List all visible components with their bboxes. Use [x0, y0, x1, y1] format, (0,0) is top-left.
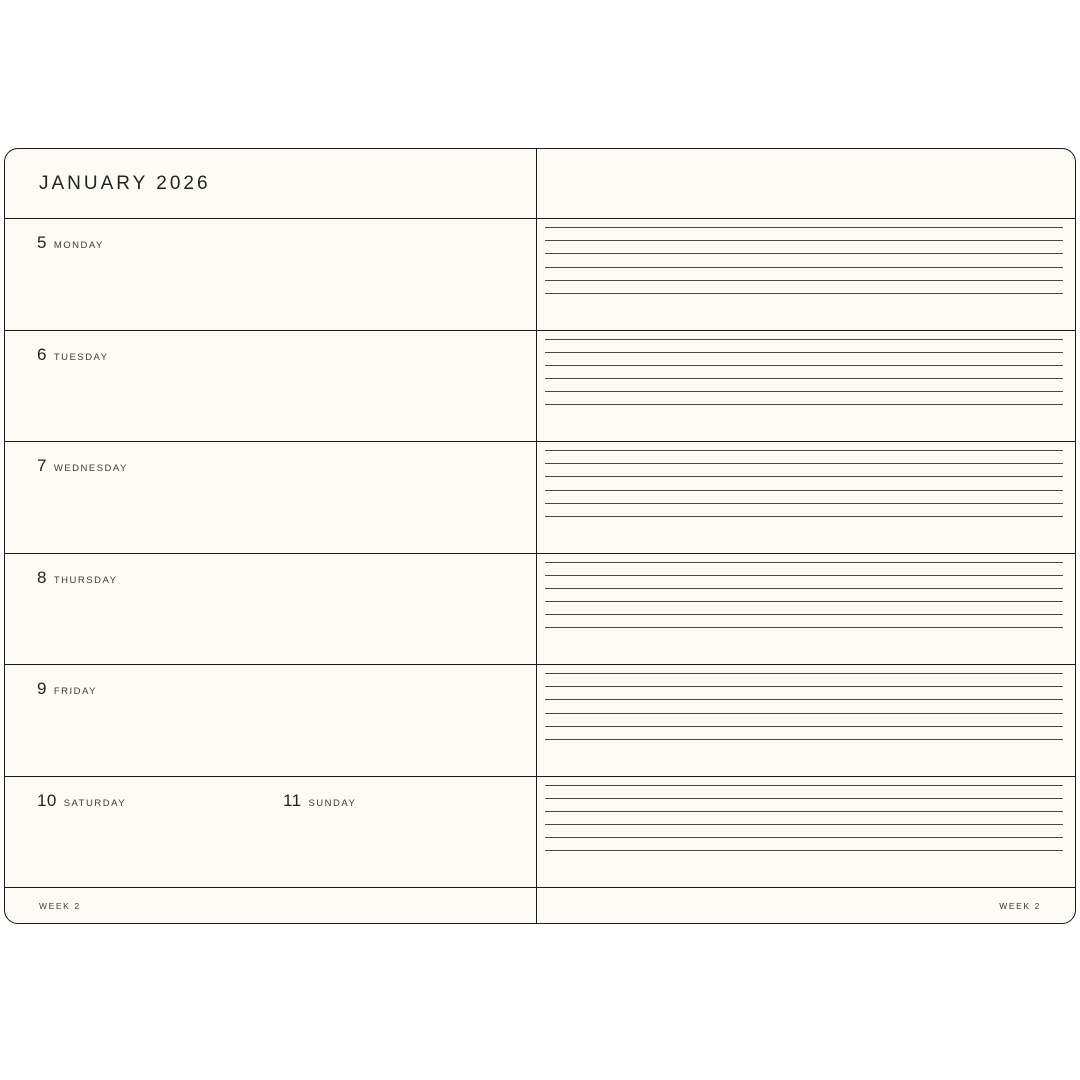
planner-spread: [4, 148, 1076, 924]
rule-line: [545, 811, 1063, 812]
day-rows: [5, 219, 536, 887]
rule-line: [545, 562, 1063, 563]
notes-block[interactable]: [537, 219, 1075, 331]
day-name: TUESDAY: [53, 351, 109, 363]
rule-line: [545, 352, 1063, 353]
page-title: JANUARY 2026: [39, 172, 211, 194]
rule-line: [545, 503, 1063, 504]
day-number: 6: [37, 344, 47, 364]
day-number: 9: [37, 679, 47, 698]
notes-block[interactable]: [537, 554, 1075, 666]
day-heading: [37, 791, 126, 811]
week-label: WEEK 2: [999, 900, 1041, 911]
month-header: [5, 149, 536, 219]
notes-block[interactable]: [537, 331, 1075, 443]
day-name: SUNDAY: [308, 797, 357, 809]
day-heading: [37, 233, 104, 253]
rule-line: [545, 293, 1063, 294]
rule-line: [545, 516, 1063, 517]
rule-line: [545, 490, 1063, 491]
rule-line: [545, 673, 1063, 674]
day-row[interactable]: [5, 554, 536, 666]
notes-block[interactable]: [537, 665, 1075, 777]
rule-line: [545, 253, 1063, 254]
rule-line: [545, 739, 1063, 740]
rule-line: [545, 450, 1063, 451]
planner-right-page: [537, 149, 1075, 923]
rule-line: [545, 463, 1063, 464]
day-name: FRIDAY: [53, 686, 97, 697]
day-name: THURSDAY: [53, 574, 118, 586]
footer-left: [5, 887, 536, 923]
notes-block[interactable]: [537, 442, 1075, 554]
day-name: WEDNESDAY: [53, 463, 128, 474]
rule-line: [545, 798, 1063, 799]
rule-line: [545, 575, 1063, 576]
rule-line: [545, 824, 1063, 825]
rule-line: [545, 339, 1063, 340]
rule-line: [545, 240, 1063, 241]
day-row[interactable]: [5, 665, 536, 777]
day-heading-secondary: [283, 791, 356, 811]
rule-line: [545, 614, 1063, 615]
week-label: WEEK 2: [39, 900, 81, 911]
rule-line: [545, 601, 1063, 602]
day-heading: [37, 568, 117, 588]
day-number: 8: [37, 567, 47, 587]
day-number: 11: [283, 790, 302, 810]
day-heading: [37, 679, 97, 699]
day-number: 7: [37, 456, 47, 475]
month-header-blank: [537, 149, 1075, 219]
day-number: 5: [37, 233, 47, 252]
rule-line: [545, 726, 1063, 727]
rule-line: [545, 378, 1063, 379]
rule-line: [545, 785, 1063, 786]
rule-line: [545, 280, 1063, 281]
day-name: MONDAY: [53, 240, 104, 251]
rule-line: [545, 588, 1063, 589]
rule-line: [545, 476, 1063, 477]
rule-line: [545, 713, 1063, 714]
rule-line: [545, 227, 1063, 228]
day-row-weekend[interactable]: [5, 777, 536, 888]
rule-line: [545, 391, 1063, 392]
day-row[interactable]: [5, 331, 536, 443]
planner-left-page: [5, 149, 537, 923]
notes-block[interactable]: [537, 777, 1075, 888]
notes-area: [537, 219, 1075, 887]
footer-right: [537, 887, 1075, 923]
rule-line: [545, 365, 1063, 366]
day-name: SATURDAY: [63, 797, 127, 809]
day-row[interactable]: [5, 442, 536, 554]
rule-line: [545, 850, 1063, 851]
rule-line: [545, 627, 1063, 628]
rule-line: [545, 699, 1063, 700]
rule-line: [545, 404, 1063, 405]
day-heading: [37, 456, 128, 476]
rule-line: [545, 686, 1063, 687]
day-number: 10: [37, 790, 57, 810]
day-row[interactable]: [5, 219, 536, 331]
day-heading: [37, 345, 109, 365]
rule-line: [545, 267, 1063, 268]
rule-line: [545, 837, 1063, 838]
